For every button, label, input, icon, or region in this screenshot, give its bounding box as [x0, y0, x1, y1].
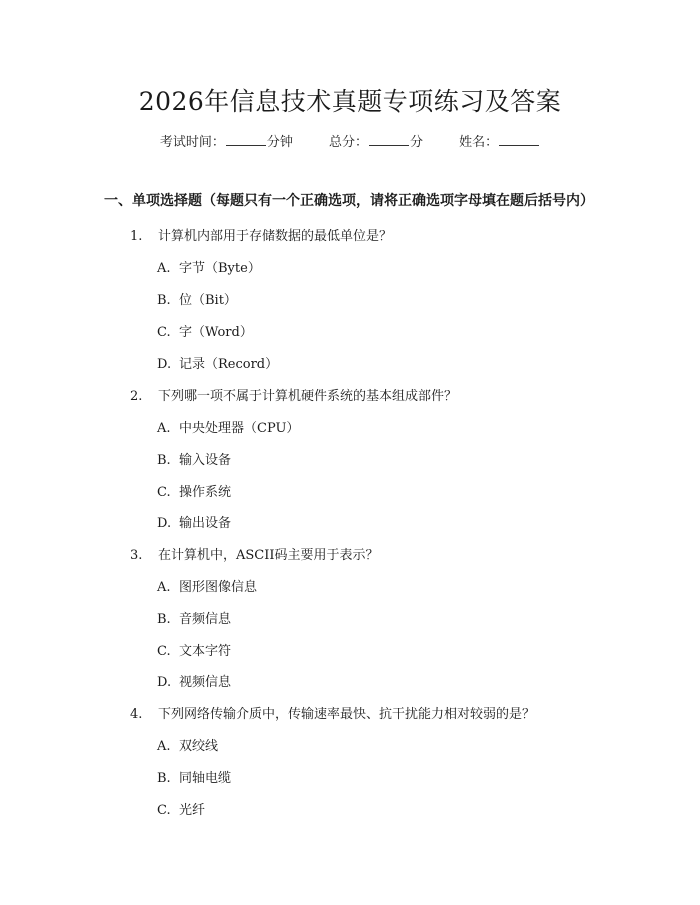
option-text: 视频信息 — [179, 675, 232, 690]
option-3d — [157, 671, 231, 690]
option-2b — [157, 449, 231, 468]
option-text: 双绞线 — [179, 739, 219, 754]
exam-name — [459, 131, 540, 150]
option-text: 记录（Record） — [179, 357, 279, 372]
question-4 — [130, 703, 535, 722]
option-letter: D. — [157, 675, 172, 690]
option-2a — [157, 417, 299, 436]
option-letter: D. — [157, 357, 172, 372]
question-1 — [130, 225, 392, 244]
question-text: 下列网络传输介质中，传输速率最快、抗干扰能力相对较弱的是？ — [158, 707, 536, 722]
option-letter: A. — [157, 580, 171, 595]
exam-time-unit: 分钟 — [266, 135, 293, 150]
question-number: 2. — [130, 389, 143, 404]
exam-score-unit: 分 — [410, 135, 424, 150]
option-text: 字节（Byte） — [179, 261, 261, 276]
question-number: 3. — [130, 548, 143, 563]
question-number: 4. — [130, 707, 143, 722]
option-letter: A. — [157, 421, 171, 436]
option-letter: B. — [157, 293, 171, 308]
option-text: 文本字符 — [179, 644, 232, 659]
option-letter: C. — [157, 485, 171, 500]
option-4b — [157, 767, 231, 786]
option-letter: B. — [157, 453, 171, 468]
option-letter: C. — [157, 644, 171, 659]
option-letter: C. — [157, 325, 171, 340]
option-2c — [157, 481, 231, 500]
option-text: 操作系统 — [179, 485, 232, 500]
question-text: 下列哪一项不属于计算机硬件系统的基本组成部件？ — [158, 389, 458, 404]
option-letter: C. — [157, 803, 171, 818]
option-letter: A. — [157, 739, 171, 754]
option-text: 图形图像信息 — [179, 580, 258, 595]
option-letter: B. — [157, 612, 171, 627]
option-1d — [157, 353, 278, 372]
option-text: 字（Word） — [179, 325, 253, 340]
exam-time-blank — [226, 133, 266, 146]
option-3b — [157, 608, 231, 627]
option-4c — [157, 799, 205, 818]
exam-score — [329, 131, 423, 150]
option-2d — [157, 512, 231, 531]
exam-score-label: 总分： — [328, 135, 368, 150]
option-text: 输入设备 — [179, 453, 232, 468]
option-text: 中央处理器（CPU） — [179, 421, 300, 436]
option-text: 同轴电缆 — [179, 771, 232, 786]
option-text: 光纤 — [179, 803, 206, 818]
option-1b — [157, 289, 237, 308]
option-letter: A. — [157, 261, 171, 276]
question-text: 计算机内部用于存储数据的最低单位是？ — [158, 229, 393, 244]
option-4a — [157, 735, 218, 754]
question-2 — [130, 385, 457, 404]
exam-name-blank — [499, 133, 539, 146]
option-text: 位（Bit） — [179, 293, 237, 308]
exam-time-label: 考试时间： — [159, 135, 225, 150]
section-heading: 一、单项选择题（每题只有一个正确选项，请将正确选项字母填在题后括号内） — [104, 193, 594, 209]
question-text: 在计算机中，ASCII码主要用于表示？ — [158, 548, 379, 563]
question-number: 1. — [130, 229, 143, 244]
option-text: 输出设备 — [179, 516, 232, 531]
page-title: 2026年信息技术真题专项练习及答案 — [138, 87, 562, 116]
option-letter: B. — [157, 771, 171, 786]
option-1a — [157, 257, 261, 276]
exam-meta — [0, 131, 700, 150]
option-1c — [157, 321, 253, 340]
exam-time — [160, 131, 293, 150]
option-3c — [157, 640, 231, 659]
option-text: 音频信息 — [179, 612, 232, 627]
option-3a — [157, 576, 257, 595]
question-3 — [130, 544, 379, 563]
exam-score-blank — [369, 133, 409, 146]
exam-name-label: 姓名： — [459, 135, 499, 150]
option-letter: D. — [157, 516, 172, 531]
